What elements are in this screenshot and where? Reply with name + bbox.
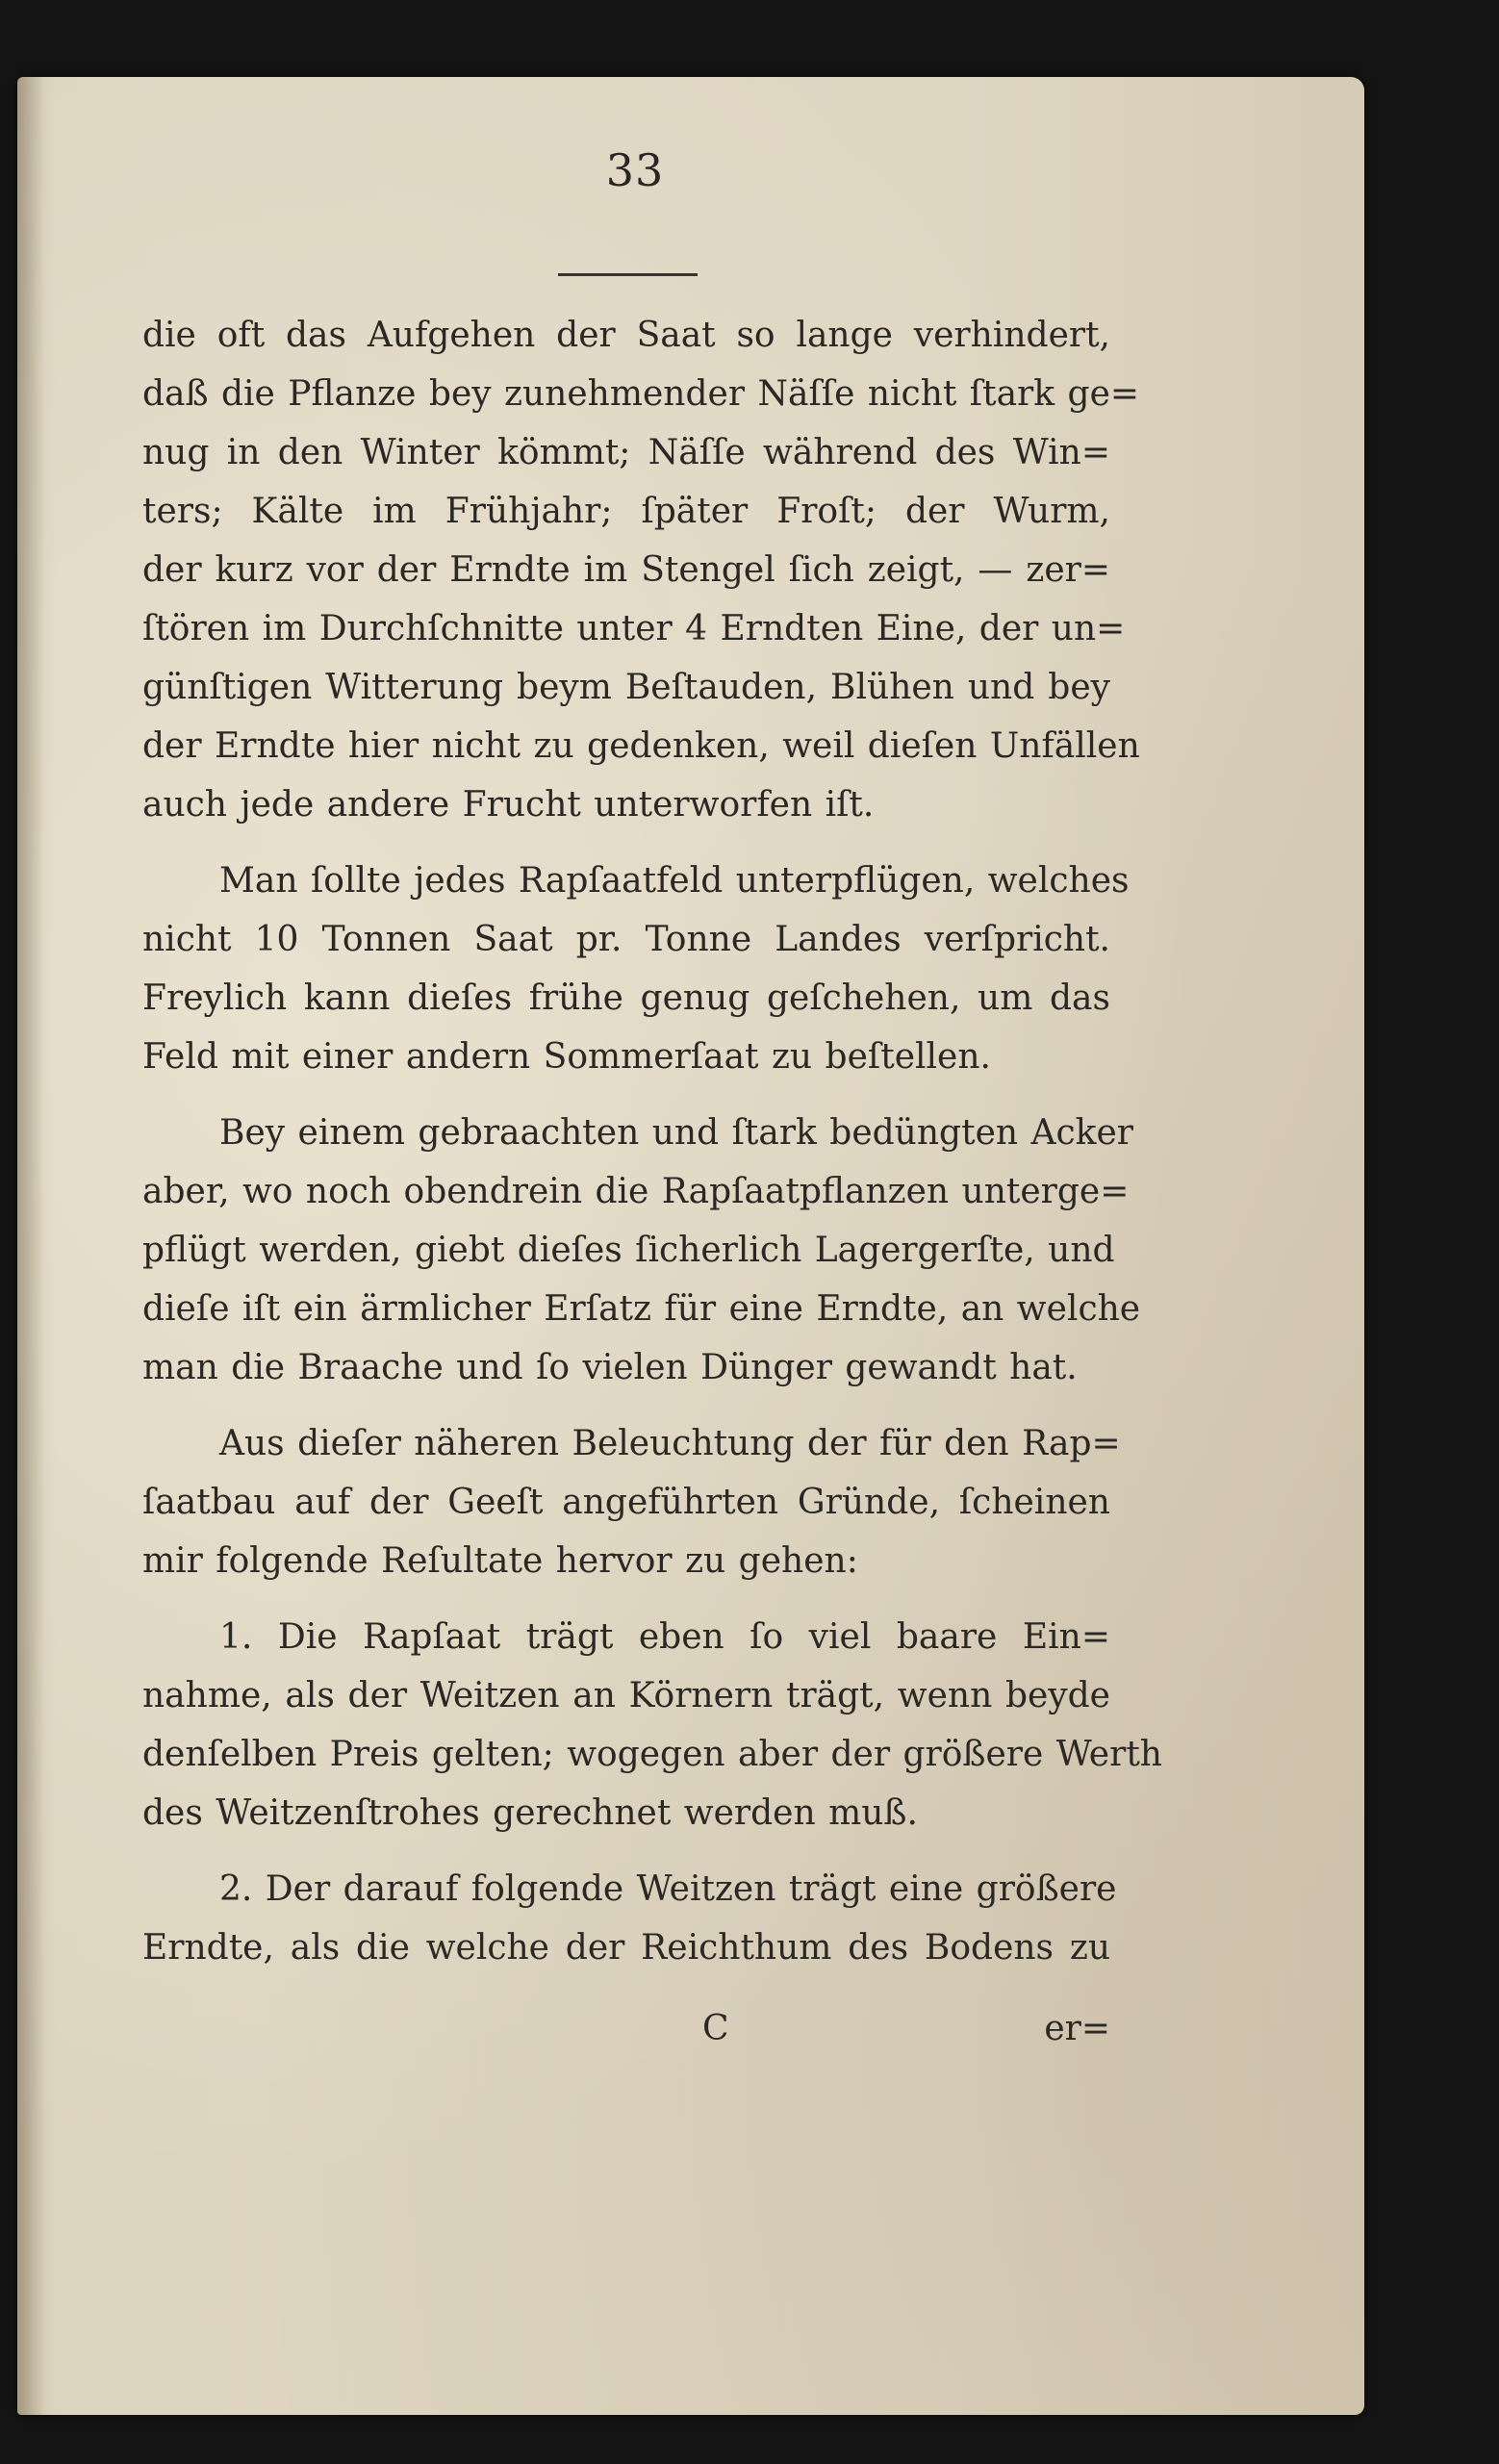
text-line: nahme, als der Weitzen an Körnern trägt, wenn beyde <box>142 1676 1110 1715</box>
text-line: Freylich kann dieſes frühe genug geſchehen, um das <box>142 978 1110 1018</box>
paragraph-2 <box>142 851 1130 1086</box>
text-line: Erndte, als die welche der Reichthum des Bodens zu <box>142 1928 1110 1968</box>
text-line: mir folgende Reſultate hervor zu gehen: <box>142 1541 858 1581</box>
numbered-item-1 <box>142 1608 1162 1842</box>
text-line: Bey einem gebraachten und ſtark bedüngten Acker <box>219 1113 1133 1153</box>
text-line: ters; Kälte im Frühjahr; ſpäter Froſt; der Wurm, <box>142 492 1110 531</box>
page-gutter-shadow <box>17 77 44 2415</box>
catchword: er= <box>1044 2009 1110 2048</box>
text-line: ſtören im Durchſchnitte unter 4 Erndten Eine, der un= <box>142 609 1126 648</box>
text-line: ſaatbau auf der Geeſt angeführten Gründe, ſcheinen <box>142 1483 1110 1522</box>
paragraph-3 <box>142 1104 1141 1397</box>
text-line: auch jede andere Frucht unterworfen iſt. <box>142 785 875 825</box>
text-line: der Erndte hier nicht zu gedenken, weil dieſen Unfällen <box>142 726 1140 766</box>
text-line: des Weitzenſtrohes gerechnet werden muß. <box>142 1793 918 1833</box>
paragraph-1 <box>142 306 1140 834</box>
body-text <box>142 306 1162 1977</box>
page-number: 33 <box>605 144 665 196</box>
text-line: daß die Pflanze bey zunehmender Näſſe nicht ſtark ge= <box>142 374 1140 414</box>
text-line: nicht 10 Tonnen Saat pr. Tonne Landes verſpricht. <box>142 920 1110 959</box>
text-line: dieſe iſt ein ärmlicher Erſatz für eine Erndte, an welche <box>142 1289 1141 1329</box>
paragraph-4 <box>142 1414 1121 1590</box>
numbered-item-2 <box>142 1860 1117 1977</box>
page-number-rule <box>558 273 698 276</box>
text-line: man die Braache und ſo vielen Dünger gewandt hat. <box>142 1348 1078 1387</box>
text-line: Man ſollte jedes Rapſaatfeld unterpflügen, welches <box>219 861 1130 901</box>
text-line: aber, wo noch obendrein die Rapſaatpflanzen unterge= <box>142 1172 1130 1211</box>
footer-catchline <box>142 2009 1110 2067</box>
text-line: Feld mit einer andern Sommerſaat zu beſtellen. <box>142 1037 991 1077</box>
text-line: denſelben Preis gelten; wogegen aber der größere Werth <box>142 1735 1162 1774</box>
text-line: 2. Der darauf folgende Weitzen trägt eine größere <box>219 1869 1117 1909</box>
text-line: die oft das Aufgehen der Saat so lange verhindert, <box>142 316 1110 355</box>
text-line: 1. Die Rapſaat trägt eben ſo viel baare Ein= <box>219 1617 1110 1657</box>
text-line: günſtigen Witterung beym Beſtauden, Blühen und bey <box>142 668 1110 707</box>
text-line: der kurz vor der Erndte im Stengel ſich zeigt, — zer= <box>142 550 1110 590</box>
text-line: nug in den Winter kömmt; Näſſe während des Win= <box>142 433 1110 472</box>
text-line: pflügt werden, giebt dieſes ſicherlich Lagergerſte, und <box>142 1231 1115 1270</box>
signature-mark: C <box>702 2009 729 2048</box>
text-line: Aus dieſer näheren Beleuchtung der für den Rap= <box>219 1424 1121 1463</box>
